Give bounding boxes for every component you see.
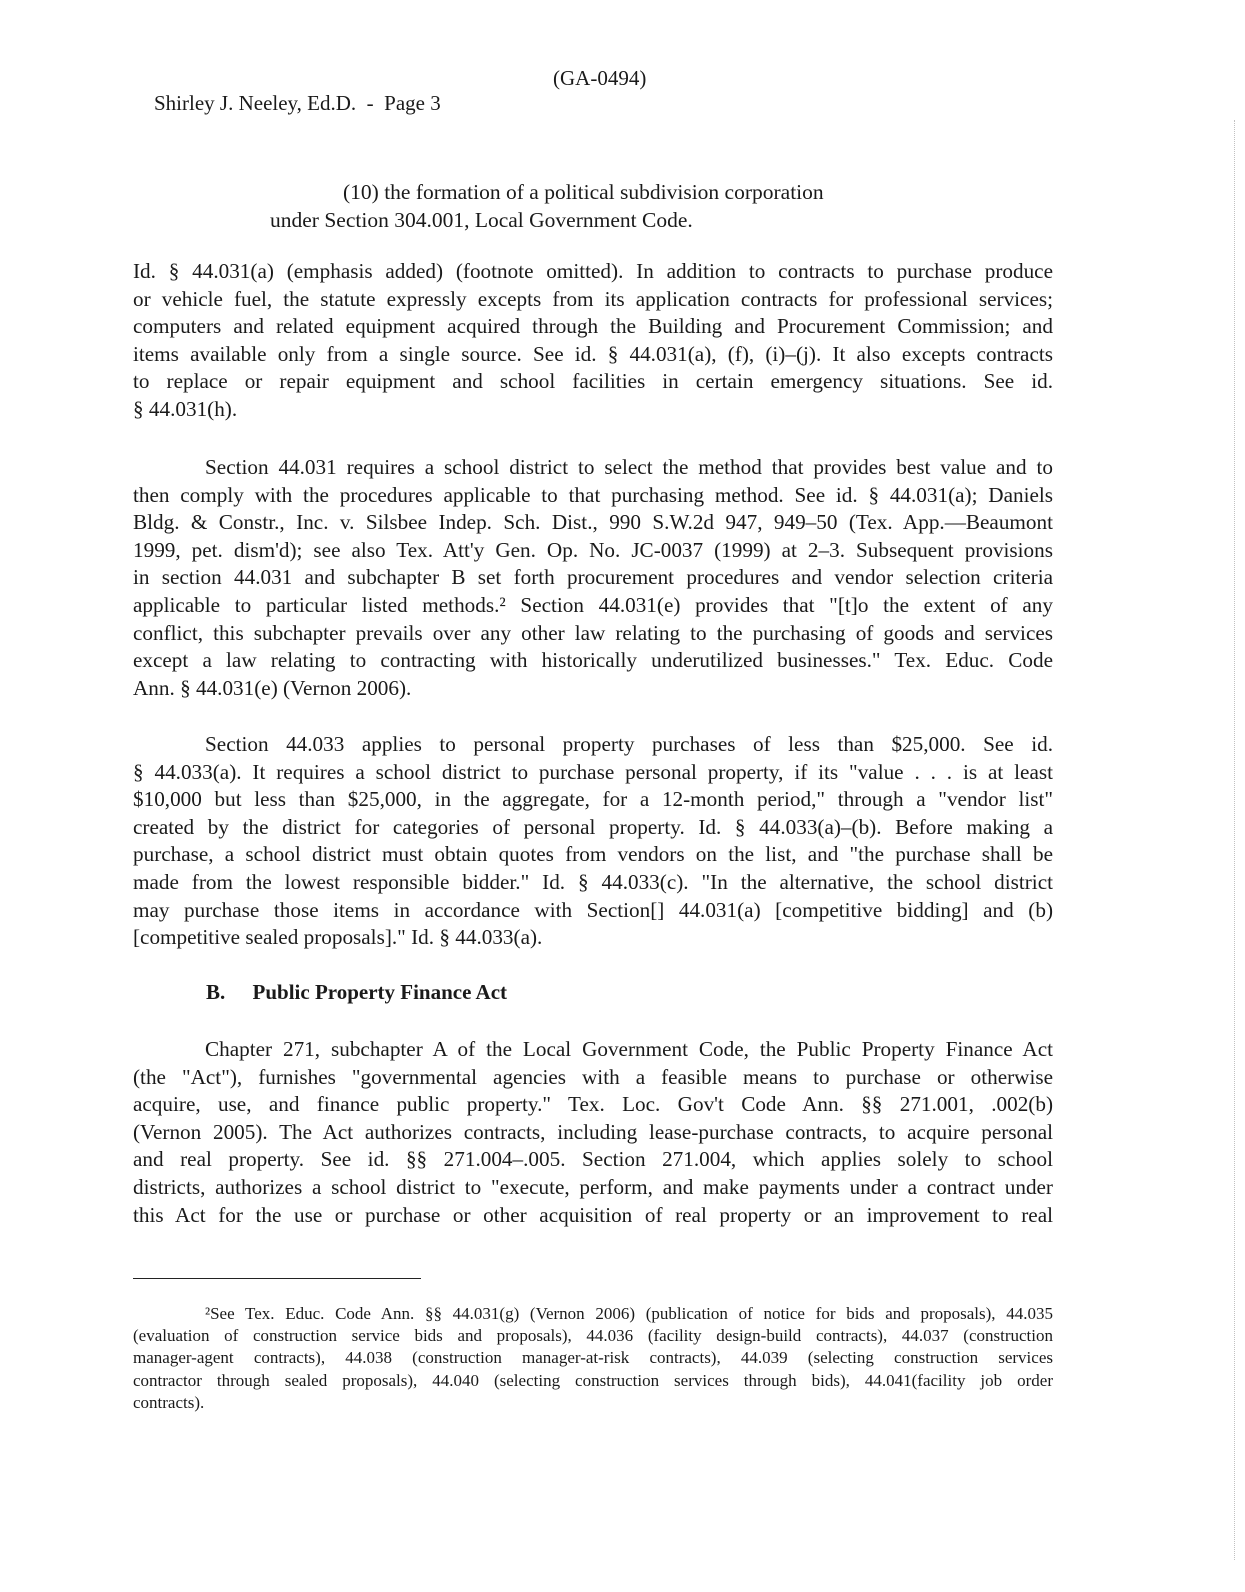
scan-edge-artifact (1234, 120, 1245, 1560)
text-line: districts, authorizes a school district to "execute, perform, and make payments under a contract under (133, 1174, 1053, 1199)
text-line: (Vernon 2005). The Act authorizes contracts, including lease-purchase contracts, to acquire personal (133, 1119, 1053, 1144)
text-line: items available only from a single source. See id. § 44.031(a), (f), (i)–(j). It also excepts contracts (133, 341, 1053, 366)
text-line: § 44.033(a). It requires a school district to purchase personal property, if its "value . . . is at least (133, 759, 1053, 784)
text-line: Chapter 271, subchapter A of the Local Government Code, the Public Property Finance Act (205, 1037, 1053, 1061)
text-line: Section 44.033 applies to personal property purchases of less than $25,000. See id. (205, 732, 1053, 756)
text-line: and real property. See id. §§ 271.004–.005. Section 271.004, which applies solely to school (133, 1147, 1053, 1172)
quote-line: (10) the formation of a political subdivision corporation (343, 180, 824, 204)
section-heading (206, 980, 507, 1005)
footnote-2 (133, 1303, 1053, 1414)
footnote-separator (133, 1278, 421, 1279)
block-quote (270, 178, 970, 234)
text-line: created by the district for categories of personal property. Id. § 44.033(a)–(b). Before making a (133, 814, 1053, 839)
text-line: to replace or repair equipment and school facilities in certain emergency situations. See id. (133, 369, 1053, 394)
section-letter: B. (206, 980, 226, 1004)
text-line: Id. § 44.031(a) (emphasis added) (footnote omitted). In addition to contracts to purchase produce (133, 259, 1053, 283)
text-line: except a law relating to contracting with historically underutilized businesses." Tex. Educ. Code (133, 648, 1053, 673)
text-line: § 44.031(h). (133, 396, 238, 421)
text-line: applicable to particular listed methods.² Section 44.031(e) provides that "[t]o the extent of any (133, 592, 1053, 617)
page-header (133, 66, 647, 166)
footnote-line: manager-agent contracts), 44.038 (construction manager-at-risk contracts), 44.039 (selecting construction services (133, 1348, 1053, 1368)
header-addressee-page: Shirley J. Neeley, Ed.D. - Page 3 (154, 91, 441, 115)
text-line: this Act for the use or purchase or other acquisition of real property or an improvement to real (133, 1202, 1053, 1227)
text-line: made from the lowest responsible bidder." Id. § 44.033(c). "In the alternative, the school district (133, 869, 1053, 894)
quote-line: under Section 304.001, Local Government Code. (270, 208, 693, 232)
footnote-line: (evaluation of construction service bids and proposals), 44.036 (facility design-build contracts), 44.037 (construction (133, 1326, 1053, 1346)
footnote-line: ²See Tex. Educ. Code Ann. §§ 44.031(g) (Vernon 2006) (publication of notice for bids and proposals), 44.035 (205, 1304, 1053, 1323)
text-line: or vehicle fuel, the statute expressly excepts from its application contracts for professional services; (133, 286, 1053, 311)
paragraph-section-44-033 (133, 731, 1053, 952)
text-line: Ann. § 44.031(e) (Vernon 2006). (133, 675, 412, 700)
text-line: acquire, use, and finance public property." Tex. Loc. Gov't Code Ann. §§ 271.001, .002(b) (133, 1092, 1053, 1117)
text-line: conflict, this subchapter prevails over any other law relating to the purchasing of goods and services (133, 620, 1053, 645)
text-line: (the "Act"), furnishes "governmental agencies with a feasible means to purchase or otherwise (133, 1064, 1053, 1089)
header-opinion-number: (GA-0494) (553, 66, 647, 90)
text-line: Section 44.031 requires a school district to select the method that provides best value and to (205, 455, 1053, 479)
footnote-line: contracts). (133, 1392, 205, 1412)
paragraph-section-44-031 (133, 454, 1053, 702)
text-line: computers and related equipment acquired through the Building and Procurement Commission; and (133, 314, 1053, 339)
text-line: purchase, a school district must obtain quotes from vendors on the list, and "the purchase shall be (133, 842, 1053, 867)
text-line: 1999, pet. dism'd); see also Tex. Att'y Gen. Op. No. JC-0037 (1999) at 2–3. Subsequent provisions (133, 537, 1053, 562)
text-line: may purchase those items in accordance with Section[] 44.031(a) [competitive bidding] and (b) (133, 897, 1053, 922)
paragraph-exceptions (133, 258, 1053, 424)
text-line: in section 44.031 and subchapter B set forth procurement procedures and vendor selection criteria (133, 565, 1053, 590)
paragraph-public-property-finance-act (133, 1036, 1053, 1229)
text-line: [competitive sealed proposals]." Id. § 44.033(a). (133, 925, 543, 950)
text-line: $10,000 but less than $25,000, in the aggregate, for a 12-month period," through a "vendor list" (133, 787, 1053, 812)
text-line: Bldg. & Constr., Inc. v. Silsbee Indep. Sch. Dist., 990 S.W.2d 947, 949–50 (Tex. App.—Beaumont (133, 510, 1053, 535)
section-title: Public Property Finance Act (252, 980, 508, 1004)
text-line: then comply with the procedures applicable to that purchasing method. See id. § 44.031(a); Daniels (133, 482, 1053, 507)
footnote-line: contractor through sealed proposals), 44.040 (selecting construction services through bids), 44.041(facility job order (133, 1370, 1053, 1390)
